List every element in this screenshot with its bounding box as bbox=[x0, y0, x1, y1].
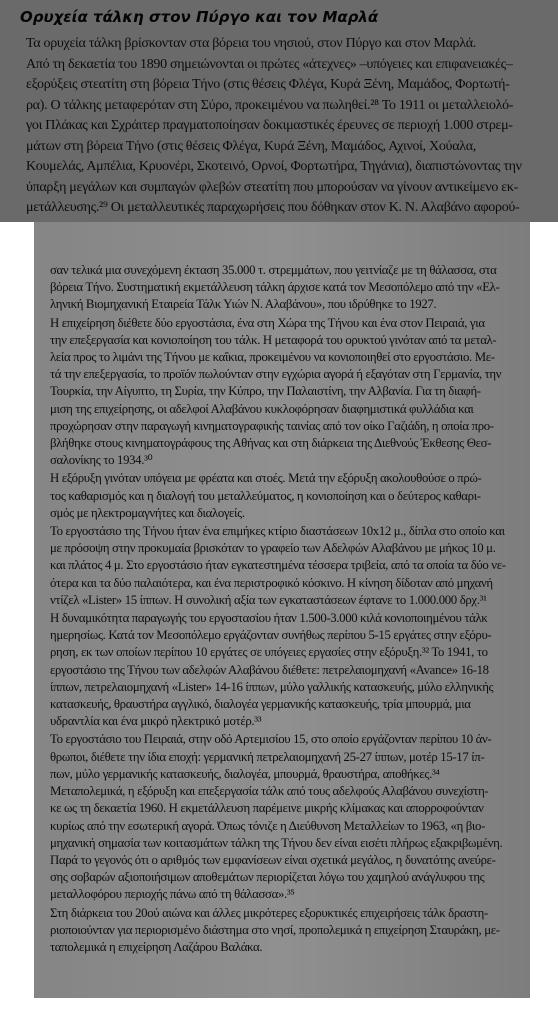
paragraph bbox=[50, 905, 516, 957]
text-line: ρηση, εκ των οποίων περίπου 10 εργάτες σε υπόγειες εργασίες στην εξόρυξη.³² Το 1941, το bbox=[50, 645, 488, 660]
text-line: βλήθηκε στους κινηματογράφους της Αθήνας και στη διάρκεια της Διεθνούς Έκθεσης Θεσ- bbox=[50, 436, 492, 451]
text-line: σαλονίκης το 1934.³⁰ bbox=[50, 453, 153, 468]
text-line: ημερησίως. Κατά τον Μεσοπόλεμο εργάζονταν συνήθως περίπου 5-15 εργάτες στην εξόρυ- bbox=[50, 628, 492, 643]
text-line: βόρεια Τήνο. Συστηματική εκμετάλλευση τάλκη άρχισε κατά τον Μεσοπόλεμο από την «Ελ- bbox=[50, 280, 500, 295]
text-line: μετάλλευσης.²⁹ Οι μεταλλευτικές παραχωρήσεις που δόθηκαν στον Κ. Ν. Αλαβάνο αφορού- bbox=[26, 200, 520, 215]
text-line: Τα ορυχεία τάλκη βρίσκονταν στα βόρεια του νησιού, στον Πύργο και στον Μαρλά. bbox=[26, 36, 476, 51]
paragraph bbox=[50, 610, 516, 730]
text-line: Κουμελάς, Αμπέλια, Κρυονέρι, Σκοτεινό, Ορνοί, Φορτωτήρα, Τηγάνια), διαπιστώνοντας την bbox=[26, 159, 522, 174]
text-line: Η επιχείρηση διέθετε δύο εργοστάσια, ένα στη Χώρα της Τήνου και ένα στον Πειραιά, για bbox=[50, 315, 485, 330]
text-line: και πλάτος 4 μ. Στο εργοστάσιο ήταν εγκατεστημένα τέσσερα τριβεία, από τα οποία τα δύο νε- bbox=[50, 558, 506, 573]
text-line: σης σοβαρών αξιοποιήσιμων αποθεμάτων περιορίζεται λόγω του χαμηλού ανάγλυφου της bbox=[50, 870, 485, 885]
text-line: Το εργοστάσιο του Πειραιά, στην οδό Αρτεμισίου 15, στο οποίο εργάζονταν περίπου 10 άν- bbox=[50, 732, 492, 747]
text-line: την επεξεργασία και κονιοποίηση του τάλκ. Η μεταφορά του ορυκτού γινόταν από τα μεταλ- bbox=[50, 332, 497, 347]
text-line: Στη διάρκεια του 20ού αιώνα και άλλες μικρότερες εξορυκτικές επιχειρήσεις τάλκ δραστη- bbox=[50, 905, 488, 920]
text-line: ληνική Βιομηχανική Εταιρεία Τάλκ Υιών Ν. Αλαβάνου», που ιδρύθηκε το 1927. bbox=[50, 297, 437, 312]
text-line: εξορύξεις στεατίτη στη βόρεια Τήνο (στις θέσεις Φλέγα, Κυρά Ξένη, Μαμάδος, Φορτωτή- bbox=[26, 77, 510, 92]
text-line: ριοποιούνταν για περιορισμένο διάστημα στο νησί, προπολεμικά η επιχείρηση Σταυράκη, με- bbox=[50, 922, 500, 937]
text-line: κυρίως από την εσωτερική αγορά. Όπως τόνιζε η Διεύθυνση Μεταλλείων το 1963, «η βιο- bbox=[50, 818, 485, 833]
text-line: Από τη δεκαετία του 1890 σημειώνονται οι πρώτες «άτεχνες» –υπόγειες και επιφανειακές– bbox=[26, 56, 513, 72]
text-line: ντίζελ «Lister» 15 ίππων. Η συνολική αξία των εγκαταστάσεων έφτανε το 1.000.000 δρχ.³¹ bbox=[50, 592, 487, 607]
text-line: υδραντλία και ένα μικρό ηλεκτρικό μοτέρ.³³ bbox=[50, 714, 262, 729]
paragraph bbox=[50, 470, 516, 522]
text-line: ρα). Ο τάλκης μεταφερόταν στη Σύρο, προκειμένου να πωληθεί.²⁸ Το 1911 οι μεταλλειολό- bbox=[26, 97, 514, 113]
text-line: μεταλλοφόρου περιοχής πάνω από τη θάλασσα».³⁵ bbox=[50, 887, 295, 902]
text-line: λεία προς το λιμάνι της Τήνου με καΐκια, προκειμένου να κονιοποιηθεί στο εργοστάσιο. Με- bbox=[50, 350, 495, 365]
text-line: μιση της επιχείρησης, οι αδελφοί Αλαβάνου κυκλοφόρησαν διαφημιστικά φυλλάδια και bbox=[50, 401, 474, 416]
paragraph bbox=[50, 523, 516, 609]
text-line: τος καθαρισμός και η διαλογή του μεταλλεύματος, η κονιοποίηση και ο δεύτερος καθαρι- bbox=[50, 488, 481, 503]
text-line: προχώρησαν στην παραγωγή κινηματογραφικής ταινίας από τον οίκο Γαζιάδη, η οποία προ- bbox=[50, 418, 494, 433]
text-line: σαν τελικά μια συνεχόμενη έκταση 35.000 τ. στρεμμάτων, που γειτνίαζε με τη θάλασσα, στα bbox=[50, 263, 497, 277]
text-line: μάτων στη βόρεια Τήνο (στις θέσεις Φλέγα, Κυρά Ξένη, Μαμάδος, Αχινοί, Χούαλα, bbox=[26, 138, 476, 154]
text-line: θρωποι, διέθετε την ίδια εποχή: γερμανική πετρελαιομηχανή 25-27 ίππων, μοτέρ 15-17 ίπ- bbox=[50, 749, 485, 764]
text-line: γοι Πλάκας και Σχράιτερ πραγματοποίησαν δοκιμαστικές έρευνες σε περιοχή 1.000 στρεμ- bbox=[26, 118, 513, 133]
paragraph bbox=[50, 315, 516, 470]
top-page-snippet bbox=[0, 0, 558, 222]
paragraph bbox=[50, 262, 516, 314]
text-line: πων, μύλο γερμανικής κατασκευής, διαλογέα, μπουρμά, θραυστήρα, αποθήκες.³⁴ bbox=[50, 766, 440, 781]
text-line: κε ως τη δεκαετία 1960. Η εκμετάλλευση παρέμεινε μικρής κλίμακας και απορροφούνταν bbox=[50, 801, 484, 816]
text-line: σμός με ηλεκτρομαγνήτες και διαλογείς. bbox=[50, 505, 245, 520]
text-line: Το εργοστάσιο της Τήνου ήταν ένα επιμήκες κτίριο διαστάσεων 10x12 μ., δίπλα στο οποίο και bbox=[50, 524, 505, 539]
text-line: τά την επεξεργασία, το προϊόν πωλούνταν στην εγχώρια αγορά ή εξαγόταν στη Γερμανία, την bbox=[50, 367, 502, 382]
text-line: ότερα και τα δύο παλαιότερα, και ένα περιστροφικό κόσκινο. Η κίνηση δίδοταν από μηχανή bbox=[50, 575, 493, 590]
text-line: ίππων, πετρελαιομηχανή «Lister» 14-16 ίππων, μύλο γαλλικής κατασκευής, μύλο ελληνικής bbox=[50, 679, 494, 694]
text-line: μηχανική σημασία των κοιτασμάτων τάλκη της Τήνου δεν είναι εισέτι πλήρως εξακριβωμένη. bbox=[50, 835, 503, 850]
text-line: Η δυναμικότητα παραγωγής του εργοστασίου ήταν 1.500-3.000 κιλά κονιοποιημένου τάλκ bbox=[50, 611, 488, 626]
text-line: Μεταπολεμικά, η εξόρυξη και επεξεργασία τάλκ από τους αδελφούς Αλαβάνου συνεχίστη- bbox=[50, 784, 489, 799]
text-line: ύπαρξη μεγάλων και συμπαγών φλεβών στεατίτη που μπορούσαν να γίνουν αντικείμενο εκ- bbox=[26, 179, 519, 195]
text-line: κατασκευής, θραυστήρα αγγλικό, διαλογέα γερμανικής κατασκευής, τρία μπουρμά, μια bbox=[50, 697, 471, 712]
text-line: Παρά το γεγονός ότι ο αριθμός των εμφανίσεων είναι σχετικά μεγάλος, η δυνατότης ανεύρε- bbox=[50, 852, 496, 867]
paragraph bbox=[50, 731, 516, 903]
text-line: με πρόσοψη στην προκυμαία βρισκόταν το γραφείο των Αδελφών Αλαβάνου με μήκος 10 μ. bbox=[50, 541, 496, 556]
text-line: εργοστάσιο της Τήνου των αδελφών Αλαβάνου διέθετε: πετρελαιομηχανή «Avance» 16-18 bbox=[50, 662, 489, 677]
top-snippet-text bbox=[26, 34, 550, 219]
text-line: Τουρκία, την Αίγυπτο, τη Συρία, την Κύπρο, την Παλαιστίνη, την Αλβανία. Για τη διαφή- bbox=[50, 384, 481, 399]
section-heading: Ορυχεία τάλκη στον Πύργο και τον Μαρλά bbox=[20, 8, 379, 26]
book-page bbox=[34, 222, 530, 998]
text-line: ταπολεμικά η επιχείρηση Λαζάρου Βαλάκα. bbox=[50, 939, 263, 954]
text-line: Η εξόρυξη γινόταν υπόγεια με φρέατα και στοές. Μετά την εξόρυξη ακολουθούσε ο πρώ- bbox=[50, 471, 482, 486]
